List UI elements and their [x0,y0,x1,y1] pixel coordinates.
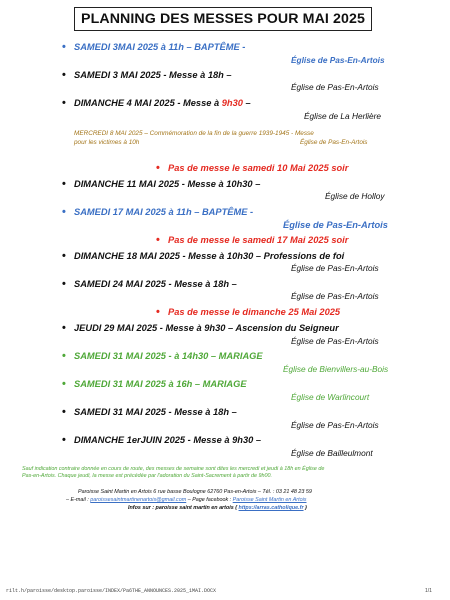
commemoration-line-1: MERCREDI 8 MAI 2025 – Commémoration de la fin de la guerre 1939-1945 - Messe [74,130,314,137]
entry-location: Église de Warlincourt [291,392,370,402]
entry-location: Église de Pas-En-Artois [291,336,379,346]
bullet-icon: • [62,97,66,109]
bullet-icon: • [156,234,160,246]
info-line [128,505,307,512]
entry-location: Église de Bailleulmont [291,448,373,458]
entry-no-mass: Pas de messe le dimanche 25 Mai 2025 [168,307,341,317]
entry-no-mass: Pas de messe le samedi 17 Mai 2025 soir [168,235,349,245]
entry-text-end: – [242,98,251,108]
bullet-icon: • [62,406,66,418]
entry-mass [74,97,251,109]
bullet-icon: • [62,206,66,218]
bullet-icon: • [62,378,66,390]
entry-mass: SAMEDI 31 MAI 2025 - Messe à 18h – [74,407,237,417]
bullet-icon: • [156,306,160,318]
entry-location: Église de Pas-En-Artois [283,220,388,230]
entry-text: DIMANCHE 4 MAI 2025 - Messe à [74,98,222,108]
facebook-label: – Page facebook : [186,497,233,503]
info-end: ) [303,505,307,511]
entry-location: Église de Bienvillers-au-Bois [283,364,389,374]
page-title: PLANNING DES MESSES POUR MAI 2025 [74,7,372,31]
entry-location: Église de Pas-En-Artois [291,82,379,92]
commemoration-location: Église de Pas-En-Artois [300,139,368,146]
entry-location: Église de Pas-En-Artois [291,291,379,301]
contact-line [66,497,306,504]
scan-page-number: 1/1 [425,588,432,594]
entry-wedding-2: SAMEDI 31 MAI 2025 à 16h – MARIAGE [74,379,247,389]
bullet-icon: • [62,322,66,334]
email-link[interactable]: paroissesaintmartinenartois@gmail.com [90,497,187,503]
commemoration-line-2: pour les victimes à 10h [74,139,140,146]
bullet-icon: • [156,162,160,174]
entry-baptism-1: SAMEDI 3MAI 2025 à 11h – BAPTÊME - [74,42,246,52]
entry-time-highlight: 9h30 [221,98,243,108]
entry-wedding-1: SAMEDI 31 MAI 2025 - à 14h30 – MARIAGE [74,351,263,361]
entry-mass: DIMANCHE 11 MAI 2025 - Messe à 10h30 – [74,179,261,189]
email-label: – E-mail : [66,497,91,503]
info-label: Infos sur : paroisse saint martin en artois ( [128,505,239,511]
bullet-icon: • [62,41,66,53]
entry-location: Église de Pas-En-Artois [291,55,385,65]
entry-mass: DIMANCHE 18 MAI 2025 - Messe à 10h30 – Professions de foi [74,251,345,261]
entry-location: Église de Pas-En-Artois [291,420,379,430]
weekday-mass-notice-2: Pas-en-Artois. Chaque jeudi, la messe est précédée par l'adoration du Saint-Sacrement à partir de 9h00. [22,473,273,479]
bullet-icon: • [62,178,66,190]
entry-baptism-2: SAMEDI 17 MAI 2025 à 11h – BAPTÊME - [74,207,254,217]
bullet-icon: • [62,250,66,262]
bullet-icon: • [62,350,66,362]
entry-mass: SAMEDI 3 MAI 2025 - Messe à 18h – [74,70,232,80]
parish-address: Paroisse Saint Martin en Artois 6 rue basse Boulogne 62760 Pas-en-Artois – Tél. : 03 21 48 23 59 [78,489,312,495]
facebook-link[interactable]: Paroisse Saint Martin en Artois [232,497,307,503]
entry-mass: SAMEDI 24 MAI 2025 - Messe à 18h – [74,279,237,289]
entry-location: Église de La Herlière [304,111,382,121]
weekday-mass-notice: Sauf indication contraire donnée en cours de route, des messes de semaine sont dites les mercredi et jeudi à 18h en Église de [22,466,325,472]
bullet-icon: • [62,69,66,81]
entry-mass: DIMANCHE 1erJUIN 2025 - Messe à 9h30 – [74,435,262,445]
scan-file-path: rilt.h/paroisse/desktop.paroisse/INDEX/Pa6THE_ANNOUNCES.2025_1MAI.DOCX [6,588,217,594]
bullet-icon: • [62,278,66,290]
entry-no-mass: Pas de messe le samedi 10 Mai 2025 soir [168,163,349,173]
bullet-icon: • [62,434,66,446]
entry-location: Église de Holloy [325,191,385,201]
entry-mass: JEUDI 29 MAI 2025 - Messe à 9h30 – Ascension du Seigneur [74,323,339,333]
info-link[interactable]: https://arras.catholique.fr [238,505,304,511]
entry-location: Église de Pas-En-Artois [291,263,379,273]
